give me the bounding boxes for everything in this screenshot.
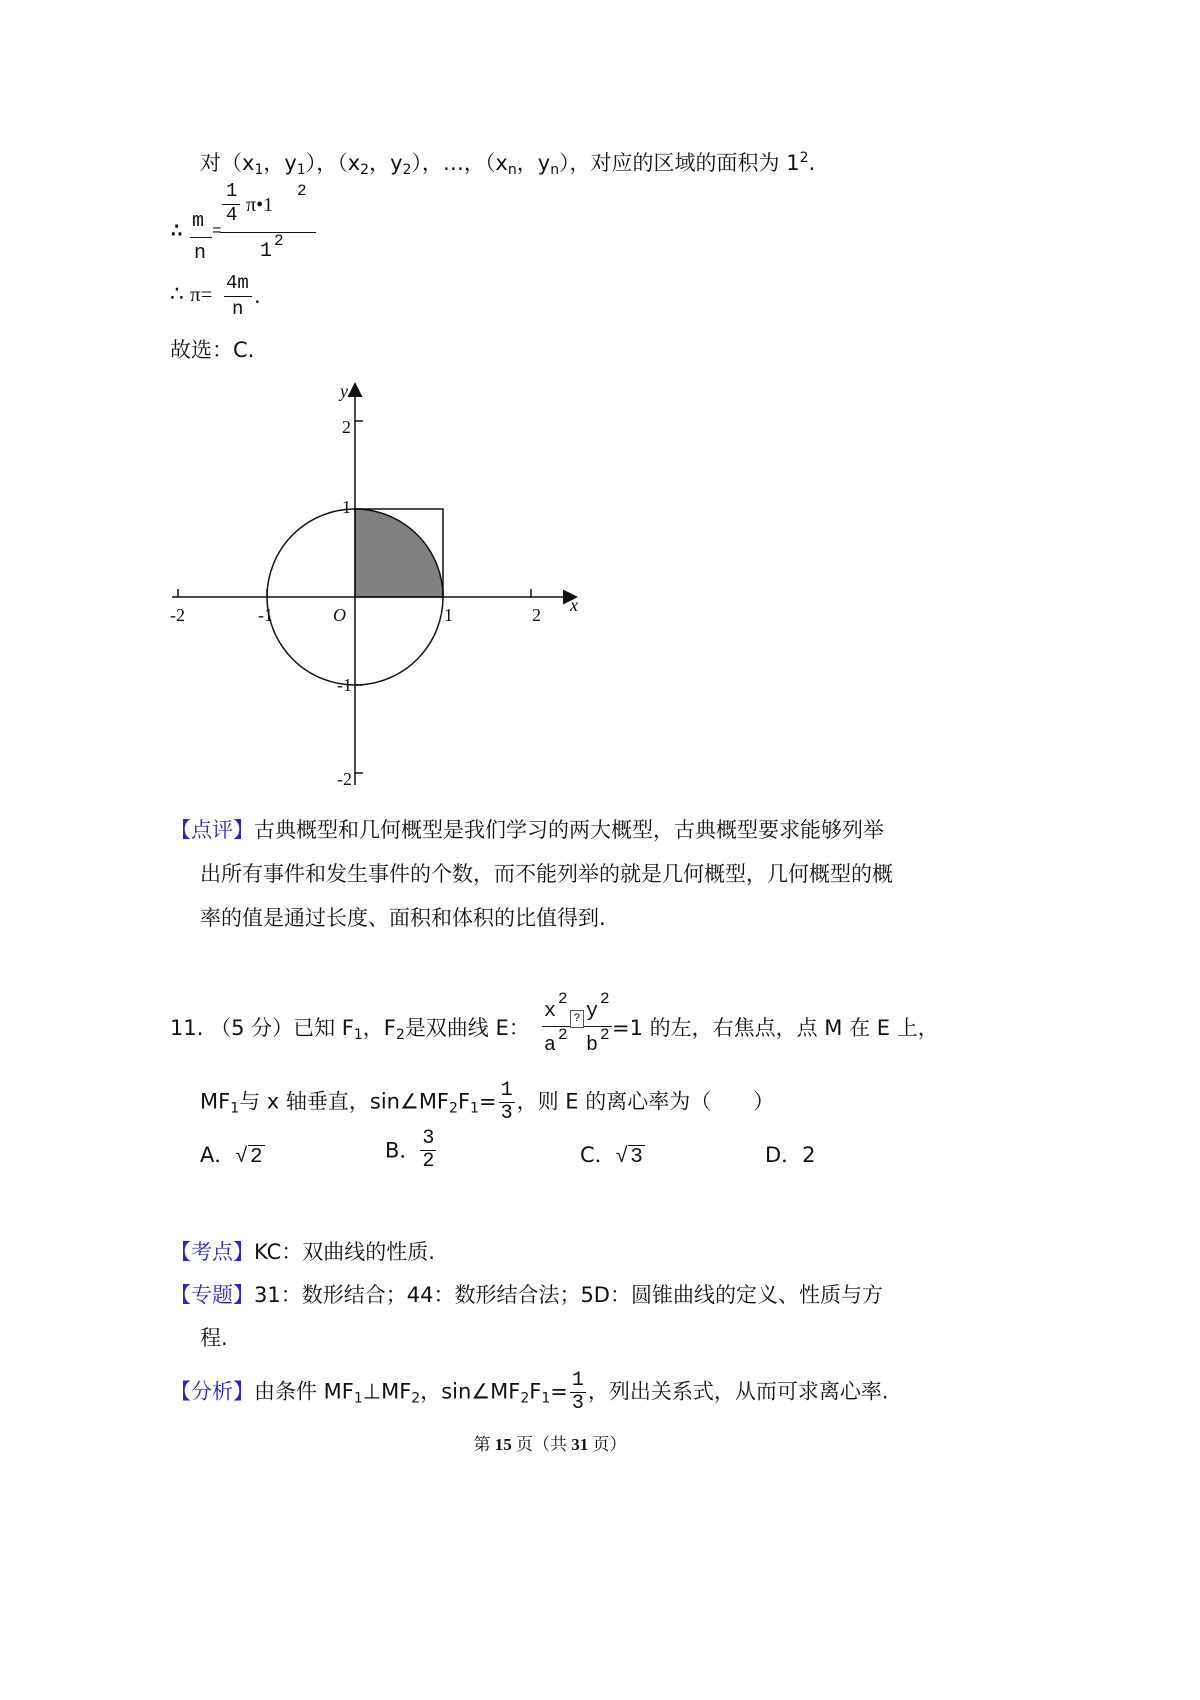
fraction-numerator: 3 bbox=[422, 1127, 435, 1150]
quarter-numerator: 1 bbox=[226, 180, 238, 202]
option-c[interactable] bbox=[580, 1140, 645, 1173]
comment-line-2: 出所有事件和发生事件的个数，而不能列举的就是几何概型，几何概型的概 bbox=[200, 862, 893, 886]
y-numerator: y bbox=[586, 1000, 599, 1023]
text-fragment: = bbox=[478, 1089, 497, 1114]
period: . bbox=[254, 284, 261, 308]
comment-line-1 bbox=[170, 815, 884, 845]
y-tick-label: 2 bbox=[342, 417, 351, 437]
equals-sign: = bbox=[212, 222, 222, 240]
x-tick-label: -1 bbox=[258, 605, 273, 625]
one-third-fraction bbox=[570, 1370, 586, 1415]
x-axis-label: x bbox=[570, 595, 578, 615]
subscript: 2 bbox=[520, 1390, 530, 1407]
fraction-numerator: 1 bbox=[500, 1079, 513, 1102]
kaodian-line bbox=[170, 1237, 435, 1267]
radicand: 3 bbox=[630, 1146, 643, 1169]
main-den-exponent: 2 bbox=[274, 232, 284, 250]
shaded-quarter-region bbox=[355, 509, 443, 597]
option-d-label: D． bbox=[765, 1143, 803, 1167]
pi-denominator: n bbox=[232, 298, 244, 320]
subscript: 2 bbox=[360, 162, 370, 178]
subscript: 1 bbox=[541, 1390, 551, 1407]
lhs-fraction-bar bbox=[190, 237, 212, 238]
subscript: 2 bbox=[411, 1390, 421, 1407]
option-b[interactable] bbox=[385, 1128, 436, 1173]
text-fragment: ），对应的区域的面积为 1 bbox=[559, 151, 800, 175]
text-fragment: ），（x bbox=[305, 151, 361, 175]
lhs-numerator: m bbox=[192, 210, 205, 233]
fenxi-line bbox=[170, 1370, 889, 1415]
pi-fraction-bar bbox=[224, 296, 252, 297]
text-fragment: . bbox=[808, 151, 816, 175]
q11-line-1 bbox=[170, 1013, 530, 1050]
text-fragment: ，sin∠MF bbox=[420, 1379, 521, 1404]
q11-line-1-tail: =1 的左，右焦点，点 M 在 E 上， bbox=[612, 1016, 939, 1040]
a-denominator: a bbox=[544, 1034, 557, 1057]
text-fragment: ，y bbox=[516, 151, 551, 175]
text-line-points bbox=[200, 143, 815, 185]
zhuanti-tag: 【专题】 bbox=[170, 1283, 254, 1307]
y-exponent: 2 bbox=[600, 990, 610, 1008]
lhs-denominator: n bbox=[194, 242, 207, 265]
three-halves-fraction bbox=[420, 1128, 436, 1173]
text-fragment: MF bbox=[200, 1089, 231, 1114]
pi-numerator: 4m bbox=[226, 272, 249, 294]
fraction-denominator: 3 bbox=[500, 1102, 513, 1125]
footer-text: 第 bbox=[473, 1435, 495, 1454]
total-pages: 31 bbox=[571, 1435, 589, 1454]
text-fragment: = bbox=[550, 1379, 568, 1404]
fraction-denominator: 2 bbox=[422, 1150, 435, 1173]
option-a-label: A． bbox=[200, 1143, 236, 1167]
text-fragment: ，F bbox=[362, 1016, 396, 1040]
one-third-fraction bbox=[499, 1080, 515, 1125]
main-fraction-bar bbox=[220, 232, 316, 233]
subscript: 1 bbox=[353, 1027, 363, 1043]
kaodian-tag: 【考点】 bbox=[170, 1240, 254, 1264]
therefore-symbol: ∴ bbox=[170, 282, 184, 307]
x-tick-label: 2 bbox=[532, 605, 541, 625]
a-exponent: 2 bbox=[558, 1026, 568, 1044]
text-fragment: 由条件 MF bbox=[254, 1379, 354, 1404]
missing-glyph-box: ? bbox=[570, 1010, 584, 1028]
subscript: 2 bbox=[395, 1027, 405, 1043]
text-fragment: ⊥MF bbox=[362, 1379, 412, 1404]
y-tick-label: -1 bbox=[337, 675, 352, 695]
footer-text: 页） bbox=[588, 1435, 627, 1454]
option-d[interactable] bbox=[765, 1140, 816, 1170]
subscript: 1 bbox=[470, 1100, 479, 1117]
sqrt-2: √2 bbox=[235, 1146, 263, 1169]
text-fragment: ，y bbox=[263, 151, 297, 175]
text-fragment: 对（x bbox=[200, 151, 255, 175]
zhuanti-text: 31：数形结合；44：数形结合法；5D：圆锥曲线的定义、性质与方 bbox=[254, 1283, 883, 1307]
pi-equals: π= bbox=[190, 282, 213, 306]
x-numerator: x bbox=[544, 1000, 557, 1023]
y-tick-label: 1 bbox=[342, 497, 351, 517]
option-a[interactable] bbox=[200, 1140, 265, 1173]
subscript: 1 bbox=[230, 1100, 240, 1117]
equation-pi bbox=[170, 272, 290, 322]
footer-text: 页（共 bbox=[511, 1435, 572, 1454]
text-fragment: F bbox=[457, 1089, 471, 1114]
zhuanti-line-1 bbox=[170, 1280, 883, 1310]
superscript: 2 bbox=[799, 150, 809, 166]
text-fragment: 是双曲线 E： bbox=[404, 1016, 530, 1040]
fraction-denominator: 3 bbox=[571, 1392, 584, 1415]
option-c-label: C． bbox=[580, 1143, 616, 1167]
comment-line-3: 率的值是通过长度、面积和体积的比值得到. bbox=[200, 906, 606, 930]
subscript: n bbox=[550, 162, 560, 178]
origin-label: O bbox=[333, 605, 346, 625]
pi-term: π•1 bbox=[246, 194, 274, 216]
pi-exponent: 2 bbox=[297, 182, 307, 200]
b-denominator: b bbox=[586, 1034, 599, 1057]
y-axis-label: y bbox=[340, 381, 348, 401]
text-fragment: 与 x 轴垂直，sin∠MF bbox=[239, 1089, 450, 1114]
x-tick-label: 1 bbox=[444, 605, 453, 625]
text-fragment: F bbox=[529, 1379, 542, 1404]
q11-prefix: 11. （5 分）已知 F bbox=[170, 1016, 354, 1040]
radicand: 2 bbox=[249, 1146, 263, 1169]
answer-line: 故选：C. bbox=[170, 338, 255, 362]
text-fragment: ，列出关系式，从而可求离心率. bbox=[587, 1379, 889, 1404]
therefore-symbol: ∴ bbox=[170, 219, 184, 244]
zhuanti-line-2: 程. bbox=[200, 1326, 228, 1350]
fraction-numerator: 1 bbox=[571, 1369, 584, 1392]
comment-tag: 【点评】 bbox=[170, 818, 254, 842]
x-exponent: 2 bbox=[558, 990, 568, 1008]
text-fragment: ，则 E 的离心率为（ ） bbox=[516, 1089, 775, 1114]
main-denominator: 1 bbox=[260, 240, 273, 263]
b-exponent: 2 bbox=[600, 1026, 610, 1044]
page-footer bbox=[0, 1430, 1100, 1455]
subscript: 2 bbox=[402, 162, 412, 178]
comment-text: 古典概型和几何概型是我们学习的两大概型，古典概型要求能够列举 bbox=[254, 818, 884, 842]
sqrt-3: √3 bbox=[615, 1146, 643, 1169]
page-number: 15 bbox=[494, 1435, 512, 1454]
subscript: n bbox=[507, 162, 517, 178]
quarter-denominator: 4 bbox=[226, 204, 238, 226]
option-d-value: 2 bbox=[802, 1143, 816, 1167]
fenxi-tag: 【分析】 bbox=[170, 1379, 254, 1404]
q11-line-2 bbox=[200, 1080, 774, 1125]
y-tick-label: -2 bbox=[337, 769, 352, 789]
unit-circle-figure bbox=[160, 375, 600, 800]
subscript: 1 bbox=[353, 1390, 363, 1407]
x-tick-label: -2 bbox=[170, 605, 185, 625]
subscript: 2 bbox=[449, 1100, 458, 1117]
kaodian-text: KC：双曲线的性质. bbox=[254, 1240, 435, 1264]
subscript: 1 bbox=[254, 162, 264, 178]
text-fragment: ，y bbox=[369, 151, 403, 175]
subscript: 1 bbox=[296, 162, 306, 178]
equation-m-over-n bbox=[170, 180, 320, 270]
option-b-label: B． bbox=[385, 1138, 421, 1163]
text-fragment: ），…，（x bbox=[411, 151, 508, 175]
